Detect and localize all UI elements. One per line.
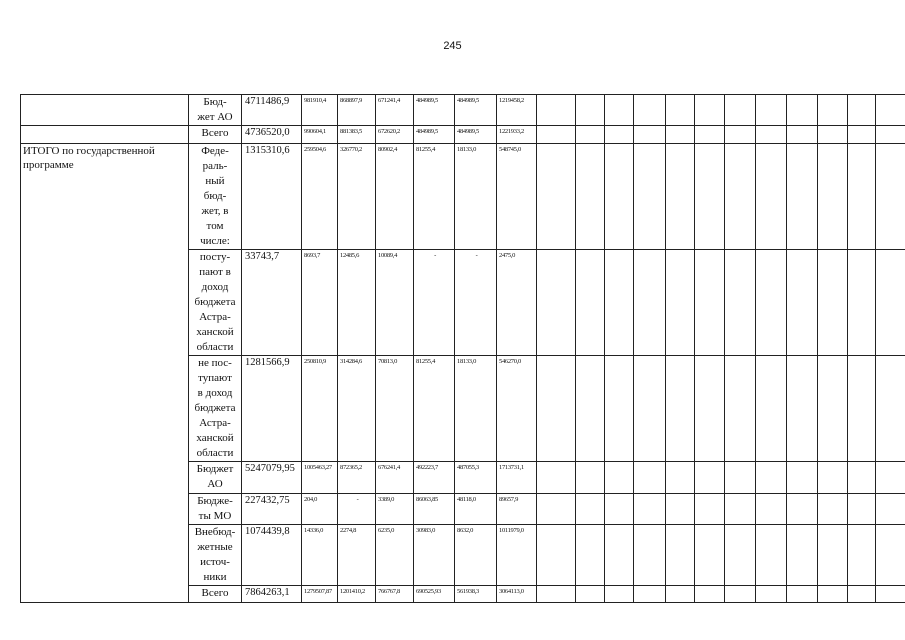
empty-cell xyxy=(876,126,905,144)
empty-cell xyxy=(634,525,666,586)
year-amount-cell: 548745,0 xyxy=(497,144,537,250)
empty-cell xyxy=(576,494,605,525)
empty-cell xyxy=(725,144,756,250)
empty-cell xyxy=(605,356,634,462)
empty-cell xyxy=(576,356,605,462)
empty-cell xyxy=(787,586,818,603)
year-amount-cell: - xyxy=(455,250,497,356)
empty-cell xyxy=(537,95,576,126)
empty-cell xyxy=(695,494,725,525)
funding-source-cell: Всего xyxy=(189,126,242,144)
total-amount-cell: 4736520,0 xyxy=(242,126,302,144)
empty-cell xyxy=(756,586,787,603)
empty-cell xyxy=(666,126,695,144)
empty-cell xyxy=(756,126,787,144)
year-amount-cell: 2274,8 xyxy=(338,525,376,586)
empty-cell xyxy=(848,356,876,462)
empty-cell xyxy=(605,250,634,356)
empty-cell xyxy=(634,494,666,525)
year-amount-cell: 314284,6 xyxy=(338,356,376,462)
funding-source-cell: посту- пают в доход бюджета Астра- ханской области xyxy=(189,250,242,356)
program-name-cell: ИТОГО по государственной программе xyxy=(21,144,189,603)
empty-cell xyxy=(695,462,725,494)
empty-cell xyxy=(725,95,756,126)
empty-cell xyxy=(876,525,905,586)
empty-cell xyxy=(576,95,605,126)
empty-cell xyxy=(605,144,634,250)
year-amount-cell: 672620,2 xyxy=(376,126,414,144)
empty-cell xyxy=(695,356,725,462)
empty-cell xyxy=(787,525,818,586)
year-amount-cell: 990604,1 xyxy=(302,126,338,144)
empty-cell xyxy=(537,525,576,586)
empty-cell xyxy=(537,462,576,494)
empty-cell xyxy=(787,494,818,525)
year-amount-cell: 80902,4 xyxy=(376,144,414,250)
year-amount-cell: 484989,5 xyxy=(455,95,497,126)
empty-cell xyxy=(787,95,818,126)
empty-cell xyxy=(818,462,848,494)
year-amount-cell: 1011979,0 xyxy=(497,525,537,586)
empty-cell xyxy=(634,126,666,144)
table-row xyxy=(21,144,905,250)
year-amount-cell: 2475,0 xyxy=(497,250,537,356)
year-amount-cell: 546270,0 xyxy=(497,356,537,462)
empty-cell xyxy=(695,250,725,356)
year-amount-cell: 487055,3 xyxy=(455,462,497,494)
empty-cell xyxy=(876,586,905,603)
year-amount-cell: 1279507,87 xyxy=(302,586,338,603)
empty-cell xyxy=(756,95,787,126)
year-amount-cell: 881383,5 xyxy=(338,126,376,144)
empty-cell xyxy=(634,95,666,126)
year-amount-cell: 48118,0 xyxy=(455,494,497,525)
empty-cell xyxy=(848,95,876,126)
empty-cell xyxy=(725,356,756,462)
empty-cell xyxy=(634,462,666,494)
year-amount-cell: 326770,2 xyxy=(338,144,376,250)
empty-cell xyxy=(666,144,695,250)
total-amount-cell: 1281566,9 xyxy=(242,356,302,462)
empty-cell xyxy=(634,144,666,250)
funding-source-cell: не пос- тупают в доход бюджета Астра- ханской области xyxy=(189,356,242,462)
year-amount-cell: 690525,93 xyxy=(414,586,455,603)
empty-cell xyxy=(576,250,605,356)
empty-cell xyxy=(666,250,695,356)
empty-cell xyxy=(818,494,848,525)
budget-table xyxy=(20,94,905,603)
year-amount-cell: 8632,0 xyxy=(455,525,497,586)
empty-cell xyxy=(605,462,634,494)
funding-source-cell: Внебюд- жетные источ- ники xyxy=(189,525,242,586)
empty-cell xyxy=(695,525,725,586)
empty-cell xyxy=(818,356,848,462)
empty-cell xyxy=(695,144,725,250)
empty-cell xyxy=(605,525,634,586)
empty-cell xyxy=(634,250,666,356)
total-amount-cell: 5247079,95 xyxy=(242,462,302,494)
year-amount-cell: 981910,4 xyxy=(302,95,338,126)
empty-cell xyxy=(537,494,576,525)
year-amount-cell: 1221933,2 xyxy=(497,126,537,144)
year-amount-cell: 18133,0 xyxy=(455,356,497,462)
empty-cell xyxy=(818,144,848,250)
empty-cell xyxy=(848,462,876,494)
empty-cell xyxy=(537,144,576,250)
year-amount-cell: 766767,8 xyxy=(376,586,414,603)
empty-cell xyxy=(787,356,818,462)
empty-cell xyxy=(537,586,576,603)
empty-cell xyxy=(605,494,634,525)
empty-cell xyxy=(818,126,848,144)
empty-cell xyxy=(848,525,876,586)
empty-cell xyxy=(725,126,756,144)
empty-cell xyxy=(695,586,725,603)
empty-cell xyxy=(848,494,876,525)
empty-cell xyxy=(756,356,787,462)
empty-cell xyxy=(756,462,787,494)
year-amount-cell: 14336,0 xyxy=(302,525,338,586)
empty-cell xyxy=(725,462,756,494)
empty-cell xyxy=(576,462,605,494)
empty-cell xyxy=(848,250,876,356)
total-amount-cell: 1315310,6 xyxy=(242,144,302,250)
empty-cell xyxy=(605,95,634,126)
empty-cell xyxy=(818,95,848,126)
total-amount-cell: 33743,7 xyxy=(242,250,302,356)
empty-cell xyxy=(818,525,848,586)
year-amount-cell: 492223,7 xyxy=(414,462,455,494)
year-amount-cell: 484989,5 xyxy=(414,126,455,144)
empty-cell xyxy=(605,586,634,603)
year-amount-cell: 12485,6 xyxy=(338,250,376,356)
year-amount-cell: 8693,7 xyxy=(302,250,338,356)
total-amount-cell: 4711486,9 xyxy=(242,95,302,126)
empty-cell xyxy=(848,144,876,250)
empty-cell xyxy=(818,250,848,356)
year-amount-cell: 872365,2 xyxy=(338,462,376,494)
funding-source-cell: Бюдже- ты МО xyxy=(189,494,242,525)
year-amount-cell: 3389,0 xyxy=(376,494,414,525)
empty-cell xyxy=(666,586,695,603)
year-amount-cell: 259504,6 xyxy=(302,144,338,250)
empty-cell xyxy=(876,144,905,250)
year-amount-cell: 484989,5 xyxy=(455,126,497,144)
empty-cell xyxy=(576,586,605,603)
empty-cell xyxy=(634,586,666,603)
total-amount-cell: 1074439,8 xyxy=(242,525,302,586)
year-amount-cell: 81255,4 xyxy=(414,144,455,250)
empty-cell xyxy=(787,126,818,144)
table-row xyxy=(21,126,905,144)
empty-cell xyxy=(725,525,756,586)
empty-cell xyxy=(537,250,576,356)
empty-cell xyxy=(666,462,695,494)
year-amount-cell: 86063,85 xyxy=(414,494,455,525)
year-amount-cell: 676241,4 xyxy=(376,462,414,494)
year-amount-cell: 1005463,27 xyxy=(302,462,338,494)
empty-cell xyxy=(666,525,695,586)
empty-cell xyxy=(537,356,576,462)
empty-cell xyxy=(876,462,905,494)
year-amount-cell: 89657,9 xyxy=(497,494,537,525)
year-amount-cell: 81255,4 xyxy=(414,356,455,462)
empty-cell xyxy=(666,494,695,525)
page-number: 245 xyxy=(443,40,462,52)
empty-cell xyxy=(756,250,787,356)
year-amount-cell: 671241,4 xyxy=(376,95,414,126)
funding-source-cell: Бюджет АО xyxy=(189,462,242,494)
empty-cell xyxy=(576,144,605,250)
empty-cell xyxy=(605,126,634,144)
funding-source-cell: Бюд- жет АО xyxy=(189,95,242,126)
empty-cell xyxy=(725,494,756,525)
year-amount-cell: 10089,4 xyxy=(376,250,414,356)
empty-cell xyxy=(876,95,905,126)
empty-cell xyxy=(848,126,876,144)
total-amount-cell: 227432,75 xyxy=(242,494,302,525)
empty-cell xyxy=(695,95,725,126)
year-amount-cell: 250810,9 xyxy=(302,356,338,462)
program-name-cell xyxy=(21,95,189,126)
year-amount-cell: 6235,0 xyxy=(376,525,414,586)
empty-cell xyxy=(787,144,818,250)
empty-cell xyxy=(537,126,576,144)
funding-source-cell: Феде- раль- ный бюд- жет, в том числе: xyxy=(189,144,242,250)
year-amount-cell: 30983,0 xyxy=(414,525,455,586)
year-amount-cell: 70813,0 xyxy=(376,356,414,462)
year-amount-cell: 561938,3 xyxy=(455,586,497,603)
empty-cell xyxy=(725,586,756,603)
year-amount-cell: - xyxy=(414,250,455,356)
year-amount-cell: 1201410,2 xyxy=(338,586,376,603)
empty-cell xyxy=(787,250,818,356)
empty-cell xyxy=(725,250,756,356)
empty-cell xyxy=(666,95,695,126)
empty-cell xyxy=(756,525,787,586)
program-name-cell xyxy=(21,126,189,144)
empty-cell xyxy=(695,126,725,144)
year-amount-cell: 204,0 xyxy=(302,494,338,525)
year-amount-cell: 1219458,2 xyxy=(497,95,537,126)
empty-cell xyxy=(576,525,605,586)
year-amount-cell: 868897,9 xyxy=(338,95,376,126)
empty-cell xyxy=(818,586,848,603)
empty-cell xyxy=(576,126,605,144)
empty-cell xyxy=(876,494,905,525)
empty-cell xyxy=(876,250,905,356)
empty-cell xyxy=(756,144,787,250)
table-row xyxy=(21,95,905,126)
empty-cell xyxy=(787,462,818,494)
year-amount-cell: 1713731,1 xyxy=(497,462,537,494)
funding-source-cell: Всего xyxy=(189,586,242,603)
year-amount-cell: 484989,5 xyxy=(414,95,455,126)
empty-cell xyxy=(634,356,666,462)
empty-cell xyxy=(756,494,787,525)
empty-cell xyxy=(876,356,905,462)
year-amount-cell: - xyxy=(338,494,376,525)
year-amount-cell: 3064113,0 xyxy=(497,586,537,603)
year-amount-cell: 18133,0 xyxy=(455,144,497,250)
total-amount-cell: 7864263,1 xyxy=(242,586,302,603)
empty-cell xyxy=(666,356,695,462)
empty-cell xyxy=(848,586,876,603)
